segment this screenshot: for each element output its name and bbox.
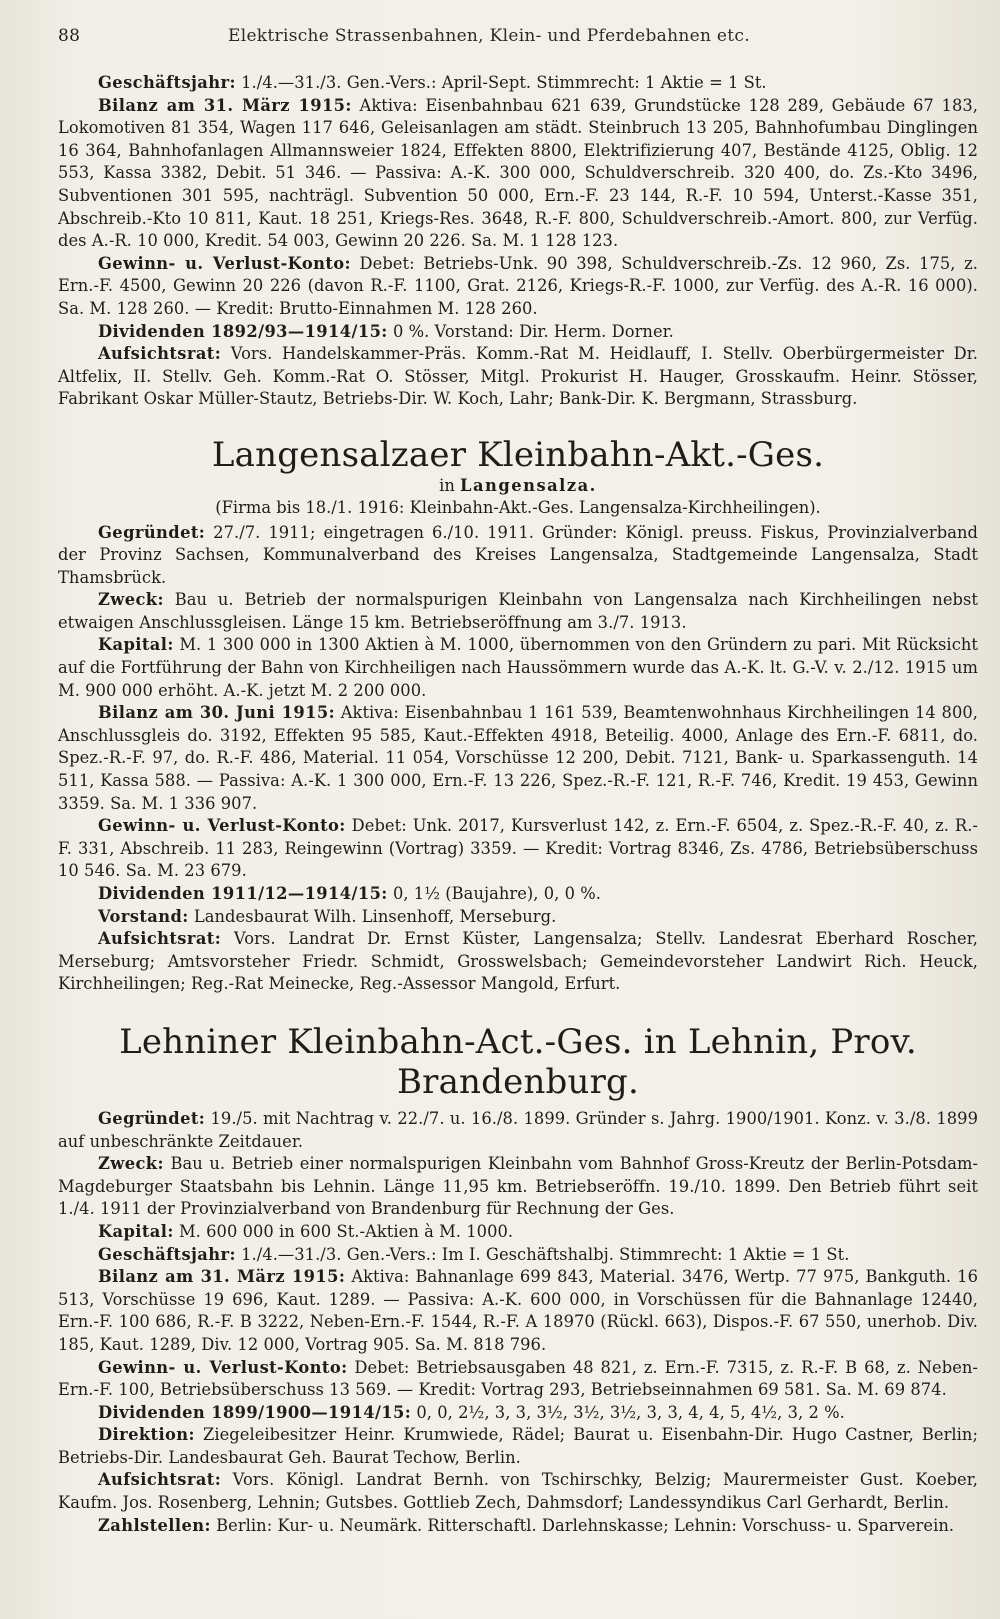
previous-company-entry [58,72,978,411]
paragraph [58,928,978,996]
field-label: Gewinn- u. Verlust-Konto: [98,1357,348,1377]
field-text: Aktiva: Bahnanlage 699 843, Material. 3476, Wertp. 77 975, Bankguth. 16 513, Vorschüsse 19 696, Kaut. 1289. — Passiva: A.-K. 600 000, in Vorschüssen für die Bahnanlage 12440, Ern.-F. 100 686, R.-F. B 3222, Neben-Ern.-F. 1544, R.-F. A 18970 (Rückl. 663), Dispos.-F. 67 550, unerhob. Div. 185, Kaut. 1289, Div. 12 000, Vortrag 905. Sa. M. 818 796. [58,1267,978,1354]
field-label: Direktion: [98,1425,195,1445]
field-text: Debet: Betriebs-Unk. 90 398, Schuldverschreib.-Zs. 12 960, Zs. 175, z. Ern.-F. 4500, Gewinn 20 226 (davon R.-F. 1100, Grat. 2126, Kriegs-R.-F. 1000, zur Verfüg. des A.-R. 16 000). Sa. M. 128 260. — Kredit: Brutto-Einnahmen M. 128 260. [58,253,978,318]
paragraph [58,1153,978,1221]
location-name: Langensalza. [460,475,597,495]
field-text: Bau u. Betrieb der normalspurigen Kleinbahn von Langensalza nach Kirchheilingen nebst etwaigen Anschlussgleisen. Länge 15 km. Betriebseröffnung am 3./7. 1913. [58,590,978,632]
field-text: 0, 0, 2½, 3, 3, 3½, 3½, 3½, 3, 3, 4, 4, 5, 4½, 3, 2 %. [411,1402,845,1422]
field-text: Ziegeleibesitzer Heinr. Krumwiede, Rädel; Baurat u. Eisenbahn-Dir. Hugo Castner, Berlin; Betriebs-Dir. Landesbaurat Geh. Baurat Techow, Berlin. [58,1425,978,1467]
field-label: Geschäftsjahr: [98,1244,236,1264]
field-text: 1./4.—31./3. Gen.-Vers.: April-Sept. Stimmrecht: 1 Aktie = 1 St. [235,73,767,92]
field-label: Vorstand: [98,906,189,926]
paragraph [58,1469,978,1514]
langensalza-entry [58,435,978,996]
paragraph [58,906,978,929]
paragraph [58,883,978,906]
field-text: 19./5. mit Nachtrag v. 22./7. u. 16./8. 1899. Gründer s. Jahrg. 1900/1901. Konz. v. 3./8. 1899 auf unbeschränkte Zeitdauer. [58,1108,978,1151]
lehnin-entry [58,1022,978,1537]
field-label: Bilanz am 31. März 1915: [98,1267,346,1287]
field-text: Aktiva: Eisenbahnbau 1 161 539, Beamtenwohnhaus Kirchheilingen 14 800, Anschlussgleis do. 3192, Effekten 95 585, Kaut.-Effekten 4918, Beteilig. 4000, Anlage des Ern.-F. 6811, do. Spez.-R.-F. 97, do. R.-F. 486, Material. 11 054, Vorschüsse 12 200, Debit. 7121, Bank- u. Sparkassenguth. 14 511, Kassa 588. — Passiva: A.-K. 1 300 000, Ern.-F. 13 226, Spez.-R.-F. 121, R.-F. 746, Kredit. 19 453, Gewinn 3359. Sa. M. 1 336 907. [58,703,978,813]
former-name: (Firma bis 18./1. 1916: Kleinbahn-Akt.-Ges. Langensalza-Kirchheilingen). [215,497,821,517]
paragraph [58,589,978,634]
paragraph [58,253,978,321]
field-label: Bilanz am 30. Juni 1915: [98,703,336,723]
paragraph [58,1424,978,1469]
field-text: 0, 1½ (Baujahre), 0, 0 %. [387,884,601,903]
field-text: Vors. Königl. Landrat Bernh. von Tschirschky, Belzig; Maurermeister Gust. Koeber, Kaufm. Jos. Rosenberg, Lehnin; Gutsbes. Gottlieb Zech, Dahmsdorf; Landessyndikus Carl Gerhardt, Berlin. [58,1470,978,1513]
company-title: Langensalzaer Kleinbahn-Akt.-Ges. [211,434,825,475]
company-title: Lehniner Kleinbahn-Act.-Ges. in Lehnin, Prov. Brandenburg. [119,1021,917,1102]
paragraph [58,1108,978,1153]
running-header [58,26,978,48]
field-label: Dividenden 1899/1900—1914/15: [98,1402,412,1422]
field-label: Zahlstellen: [98,1515,211,1535]
paragraph [58,321,978,344]
paragraph [58,522,978,590]
field-text: 0 %. Vorstand: Dir. Herm. Dorner. [387,321,674,341]
field-text: 27./7. 1911; eingetragen 6./10. 1911. Gründer: Königl. preuss. Fiskus, Provinzialverband der Provinz Sachsen, Kommunalverband des Kreises Langensalza, Stadtgemeinde Langensalza, Stadt Thamsbrück. [58,522,978,587]
paragraph [58,1357,978,1402]
field-text: Aktiva: Eisenbahnbau 621 639, Grundstücke 128 289, Gebäude 67 183, Lokomotiven 81 354, Wagen 117 646, Geleisanlagen am städt. Steinbruch 13 205, Bahnhofumbau Dinglingen 16 364, Bahnhofanlagen Allmannsweier 1824, Effekten 8800, Elektrifizierung 407, Bestände 4125, Oblig. 12 553, Kassa 3382, Debit. 51 346. — Passiva: A.-K. 300 000, Schuldverschreib. 320 400, do. Zs.-Kto 3496, Subventionen 301 595, nachträgl. Subvention 50 000, Ern.-F. 23 144, R.-F. 10 594, Unterst.-Kasse 351, Abschreib.-Kto 10 811, Kaut. 18 251, Kriegs-Res. 3648, R.-F. 800, Schuldverschreib.-Amort. 800, zur Verfüg. des A.-R. 10 000, Kredit. 54 003, Gewinn 20 226. Sa. M. 1 128 123. [58,95,978,251]
paragraph [58,72,978,95]
field-label: Gegründet: [98,1108,206,1128]
field-label: Zweck: [98,1154,164,1174]
field-label: Dividenden 1911/12—1914/15: [98,884,388,903]
field-label: Gegründet: [98,522,206,542]
field-label: Aufsichtsrat: [98,1470,222,1490]
field-text: Vors. Handelskammer-Präs. Komm.-Rat M. Heidlauff, I. Stellv. Oberbürgermeister Dr. Altfelix, II. Stellv. Geh. Komm.-Rat O. Stösser, Mitgl. Prokurist H. Hauger, Grosskaufm. Heinr. Stösser, Fabrikant Oskar Müller-Stautz, Betriebs-Dir. W. Koch, Lahr; Bank-Dir. K. Bergmann, Strassburg. [58,344,978,409]
field-text: M. 1 300 000 in 1300 Aktien à M. 1000, übernommen von den Gründern zu pari. Mit Rücksicht auf die Fortführung der Bahn von Kirchheiligen nach Haussömmern wurde das A.-K. lt. G.-V. v. 2./12. 1915 um M. 900 000 erhöht. A.-K. jetzt M. 2 200 000. [58,635,978,700]
paragraph [58,343,978,411]
field-label: Kapital: [98,635,174,655]
paragraph [58,1266,978,1356]
paragraph [58,634,978,702]
company-location [58,475,978,497]
field-text: Berlin: Kur- u. Neumärk. Ritterschaftl. Darlehnskasse; Lehnin: Vorschuss- u. Sparverein. [210,1515,955,1535]
field-label: Kapital: [98,1221,174,1241]
paragraph [58,702,978,815]
field-label: Dividenden 1892/93—1914/15: [98,321,388,341]
field-label: Geschäftsjahr: [98,73,236,92]
field-text: 1./4.—31./3. Gen.-Vers.: Im I. Geschäftshalbj. Stimmrecht: 1 Aktie = 1 St. [235,1244,850,1264]
field-text: Debet: Betriebsausgaben 48 821, z. Ern.-F. 7315, z. R.-F. B 68, z. Neben-Ern.-F. 100, Betriebsüberschuss 13 569. — Kredit: Vortrag 293, Betriebseinnahmen 69 581. Sa. M. 69 874. [58,1357,978,1400]
running-title: Elektrische Strassenbahnen, Klein- und Pferdebahnen etc. [228,26,750,46]
field-label: Aufsichtsrat: [98,344,222,364]
page-number: 88 [58,26,81,46]
field-label: Zweck: [98,590,164,610]
field-label: Gewinn- u. Verlust-Konto: [98,816,346,836]
paragraph [58,1402,978,1425]
field-text: Vors. Landrat Dr. Ernst Küster, Langensalza; Stellv. Landesrat Eberhard Roscher, Merseburg; Amtsvorsteher Friedr. Schmidt, Grosswelsbach; Gemeindevorsteher Landwirt Rich. Heuck, Kirchheilingen; Reg.-Rat Meinecke, Reg.-Assessor Mangold, Erfurt. [58,929,978,994]
field-label: Gewinn- u. Verlust-Konto: [98,253,351,273]
paragraph [58,815,978,883]
paragraph [58,1515,978,1538]
field-label: Bilanz am 31. März 1915: [98,95,352,115]
field-text: Bau u. Betrieb einer normalspurigen Kleinbahn vom Bahnhof Gross-Kreutz der Berlin-Potsdam-Magdeburger Staatsbahn bis Lehnin. Länge 11,95 km. Betriebseröffn. 19./10. 1899. Den Betrieb führt seit 1./4. 1911 der Provinzialverband von Brandenburg für Rechnung der Ges. [58,1154,978,1219]
paragraph [58,1244,978,1267]
field-text: M. 600 000 in 600 St.-Aktien à M. 1000. [173,1221,514,1241]
paragraph [58,95,978,253]
field-text: Landesbaurat Wilh. Linsenhoff, Merseburg. [188,906,557,926]
field-label: Aufsichtsrat: [98,929,222,949]
location-prefix: in [439,475,461,495]
paragraph [58,1221,978,1244]
field-text: Debet: Unk. 2017, Kursverlust 142, z. Ern.-F. 6504, z. Spez.-R.-F. 40, z. R.-F. 331, Abschreib. 11 283, Reingewinn (Vortrag) 3359. — Kredit: Vortrag 8346, Zs. 4786, Betriebsüberschuss 10 546. Sa. M. 23 679. [58,816,978,881]
